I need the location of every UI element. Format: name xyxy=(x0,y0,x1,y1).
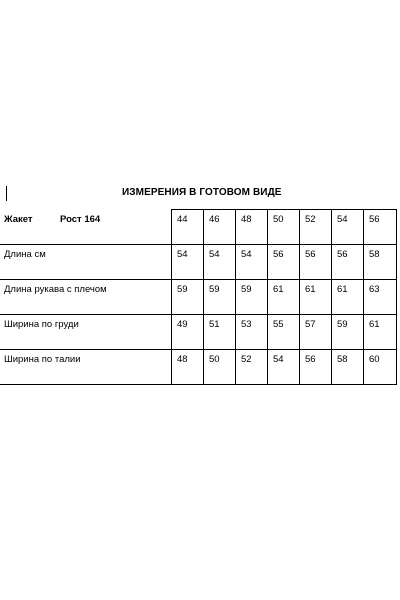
measurement-value: 56 xyxy=(273,248,284,260)
value-cell xyxy=(204,244,236,279)
size-value: 48 xyxy=(241,214,252,225)
measurement-value: 56 xyxy=(305,248,316,260)
size-value: 52 xyxy=(305,214,316,225)
table-row xyxy=(0,349,397,384)
size-cell xyxy=(268,210,300,245)
size-cell xyxy=(300,210,332,245)
row-label: Ширина по груди xyxy=(4,318,79,330)
height-label: Рост 164 xyxy=(60,213,101,225)
size-cell xyxy=(332,210,364,245)
table-row xyxy=(0,314,397,349)
row-label-cell xyxy=(0,279,172,314)
measurement-value: 61 xyxy=(305,283,316,295)
measurement-value: 55 xyxy=(273,318,284,330)
value-cell xyxy=(268,349,300,384)
value-cell xyxy=(364,244,397,279)
product-name: Жакет xyxy=(4,213,33,225)
value-cell xyxy=(332,244,364,279)
size-chart-table xyxy=(0,209,397,385)
measurement-value: 57 xyxy=(305,318,316,330)
size-value: 56 xyxy=(369,214,380,225)
value-cell xyxy=(204,349,236,384)
measurement-value: 54 xyxy=(177,248,188,260)
value-cell xyxy=(300,349,332,384)
value-cell xyxy=(268,279,300,314)
value-cell xyxy=(332,349,364,384)
measurement-value: 63 xyxy=(369,283,380,295)
measurement-value: 50 xyxy=(209,353,220,365)
value-cell xyxy=(236,279,268,314)
value-cell xyxy=(300,279,332,314)
row-label-cell xyxy=(0,314,172,349)
value-cell xyxy=(332,314,364,349)
value-cell xyxy=(364,314,397,349)
measurement-value: 53 xyxy=(241,318,252,330)
value-cell xyxy=(268,244,300,279)
size-cell xyxy=(204,210,236,245)
value-cell xyxy=(204,314,236,349)
value-cell xyxy=(332,279,364,314)
value-cell xyxy=(236,349,268,384)
measurement-value: 56 xyxy=(305,353,316,365)
measurement-value: 54 xyxy=(209,248,220,260)
row-label: Длина рукава с плечом xyxy=(4,283,107,295)
measurement-value: 49 xyxy=(177,318,188,330)
measurement-value: 54 xyxy=(273,353,284,365)
header-label-cell xyxy=(0,210,172,245)
row-label: Длина см xyxy=(4,248,46,260)
measurement-value: 52 xyxy=(241,353,252,365)
text-cursor xyxy=(6,186,7,201)
size-cell xyxy=(364,210,397,245)
measurement-value: 61 xyxy=(273,283,284,295)
measurement-value: 56 xyxy=(337,248,348,260)
table-header-row xyxy=(0,210,397,245)
table-row xyxy=(0,244,397,279)
size-value: 46 xyxy=(209,214,220,225)
value-cell xyxy=(172,349,204,384)
size-cell xyxy=(236,210,268,245)
value-cell xyxy=(364,279,397,314)
measurement-value: 54 xyxy=(241,248,252,260)
value-cell xyxy=(236,314,268,349)
size-cell xyxy=(172,210,204,245)
size-value: 44 xyxy=(177,214,188,225)
table-row xyxy=(0,279,397,314)
measurement-value: 59 xyxy=(177,283,188,295)
measurement-value: 61 xyxy=(337,283,348,295)
measurement-value: 51 xyxy=(209,318,220,330)
value-cell xyxy=(364,349,397,384)
measurement-value: 59 xyxy=(337,318,348,330)
size-value: 54 xyxy=(337,214,348,225)
row-label: Ширина по талии xyxy=(4,353,81,365)
value-cell xyxy=(172,279,204,314)
size-value: 50 xyxy=(273,214,284,225)
measurement-value: 59 xyxy=(209,283,220,295)
measurement-value: 48 xyxy=(177,353,188,365)
measurement-value: 58 xyxy=(337,353,348,365)
value-cell xyxy=(268,314,300,349)
measurement-value: 60 xyxy=(369,353,380,365)
measurement-value: 61 xyxy=(369,318,380,330)
row-label-cell xyxy=(0,244,172,279)
value-cell xyxy=(172,314,204,349)
measurement-value: 59 xyxy=(241,283,252,295)
value-cell xyxy=(204,279,236,314)
value-cell xyxy=(172,244,204,279)
document-title: ИЗМЕРЕНИЯ В ГОТОВОМ ВИДЕ xyxy=(122,187,282,198)
value-cell xyxy=(300,244,332,279)
measurement-value: 58 xyxy=(369,248,380,260)
value-cell xyxy=(300,314,332,349)
row-label-cell xyxy=(0,349,172,384)
value-cell xyxy=(236,244,268,279)
